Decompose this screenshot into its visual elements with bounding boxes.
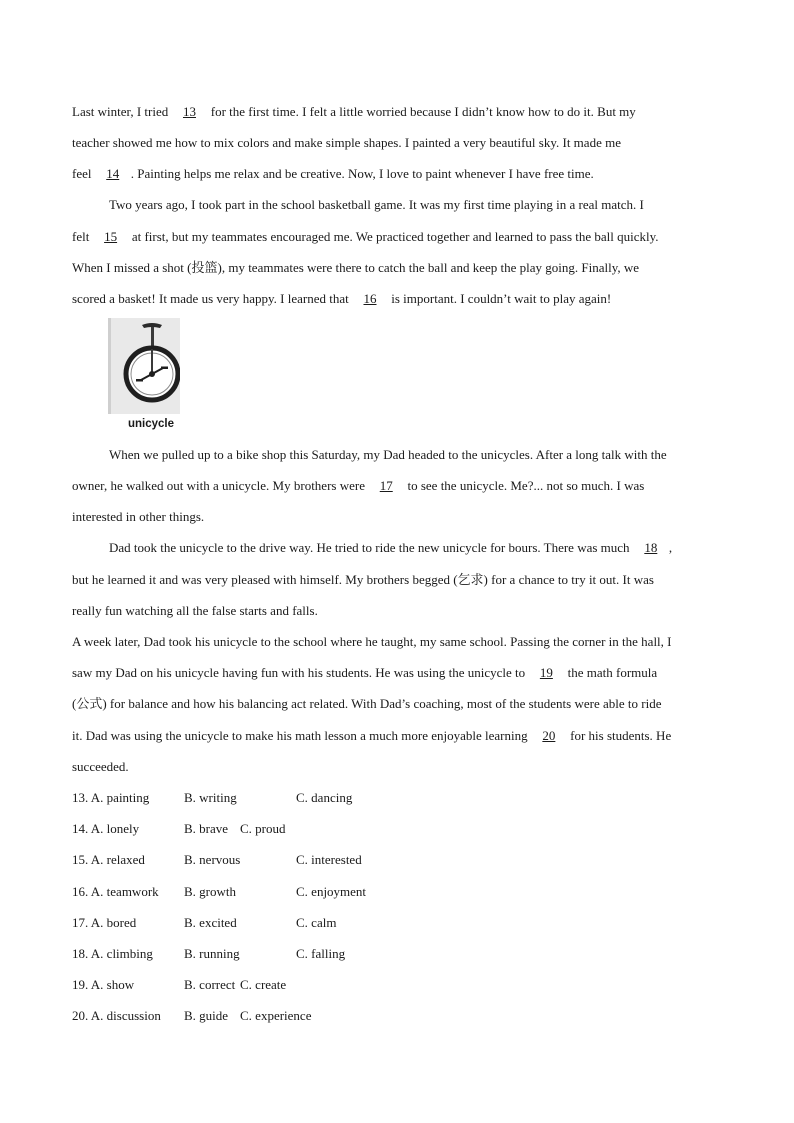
option-15a: 15. A. relaxed [72,852,145,867]
passage3-line6: really fun watching all the false starts and falls. [72,603,318,618]
passage3-line9: (公式) for balance and how his balancing act related. With Dad’s coaching, most of the students were able to ride [72,696,662,711]
text: the math formula [564,665,658,680]
text: . Painting helps me relax and be creative. Now, I love to paint whenever I have free time. [130,166,594,181]
unicycle-image [108,318,180,414]
option-14a: 14. A. lonely [72,821,140,836]
passage1-line3 [72,166,594,182]
passage1-line2: teacher showed me how to mix colors and make simple shapes. I painted a very beautiful sky. It made me [72,135,621,150]
blank-13: 13 [182,104,196,119]
text: scored a basket! It made us very happy. I learned that [72,291,352,306]
passage3-line7: A week later, Dad took his unicycle to the school where he taught, my same school. Passing the corner in the hall, I [72,634,672,649]
option-19b: B. correct [184,977,236,992]
passage2-line4 [72,291,611,307]
text: to see the unicycle. Me?... not so much. I was [404,478,645,493]
text: it. Dad was using the unicycle to make his math lesson a much more enjoyable learning [72,728,531,743]
option-20a: 20. A. discussion [72,1008,161,1023]
option-17b: B. excited [184,915,237,930]
passage3-line5: but he learned it and was very pleased with himself. My brothers begged (乞求) for a chance to try it out. It was [72,572,654,587]
figure-caption: unicycle [128,418,175,430]
option-13c: C. dancing [296,790,353,805]
passage2-line3: When I missed a shot (投篮), my teammates were there to catch the ball and keep the play going. Finally, we [72,260,640,275]
text: , [668,540,673,555]
option-20c: C. experience [240,1008,312,1023]
option-19a: 19. A. show [72,977,135,992]
blank-19: 19 [539,665,553,680]
option-18a: 18. A. climbing [72,946,153,961]
passage3-line10 [72,728,671,744]
option-18b: B. running [184,946,240,961]
passage2-line1: Two years ago, I took part in the school basketball game. It was my first time playing in a real match. I [109,197,644,212]
option-15c: C. interested [296,852,362,867]
text: at first, but my teammates encouraged me. We practiced together and learned to pass the ball quickly. [128,229,659,244]
option-16b: B. growth [184,884,236,899]
text: saw my Dad on his unicycle having fun with his students. He was using the unicycle to [72,665,529,680]
option-14b: B. brave [184,821,229,836]
text: owner, he walked out with a unicycle. My brothers were [72,478,369,493]
option-17a: 17. A. bored [72,915,137,930]
option-16a: 16. A. teamwork [72,884,159,899]
text: is important. I couldn’t wait to play again! [388,291,612,306]
option-14c: C. proud [240,821,286,836]
text: felt [72,229,93,244]
option-13a: 13. A. painting [72,790,150,805]
option-17c: C. calm [296,915,337,930]
blank-15: 15 [104,229,118,244]
passage3-line2 [72,478,644,494]
passage1-line1 [72,104,636,120]
blank-17: 17 [379,478,393,493]
passage3-line3: interested in other things. [72,509,205,524]
passage3-line11: succeeded. [72,759,129,774]
option-16c: C. enjoyment [296,884,367,899]
blank-18: 18 [644,540,658,555]
passage2-line2 [72,229,659,245]
blank-16: 16 [363,291,377,306]
passage3-line1: When we pulled up to a bike shop this Saturday, my Dad headed to the unicycles. After a long talk with the [109,447,667,462]
option-19c: C. create [240,977,287,992]
passage3-line4 [109,540,672,556]
text: feel [72,166,95,181]
text: Dad took the unicycle to the drive way. He tried to ride the new unicycle for bours. There was much [109,540,633,555]
text: for the first time. I felt a little worried because I didn’t know how to do it. But my [207,104,636,119]
blank-20: 20 [542,728,556,743]
text: for his students. He [566,728,672,743]
option-13b: B. writing [184,790,237,805]
text: Last winter, I tried [72,104,172,119]
blank-14: 14 [106,166,120,181]
option-20b: B. guide [184,1008,229,1023]
option-15b: B. nervous [184,852,241,867]
option-18c: C. falling [296,946,346,961]
passage3-line8 [72,665,657,681]
